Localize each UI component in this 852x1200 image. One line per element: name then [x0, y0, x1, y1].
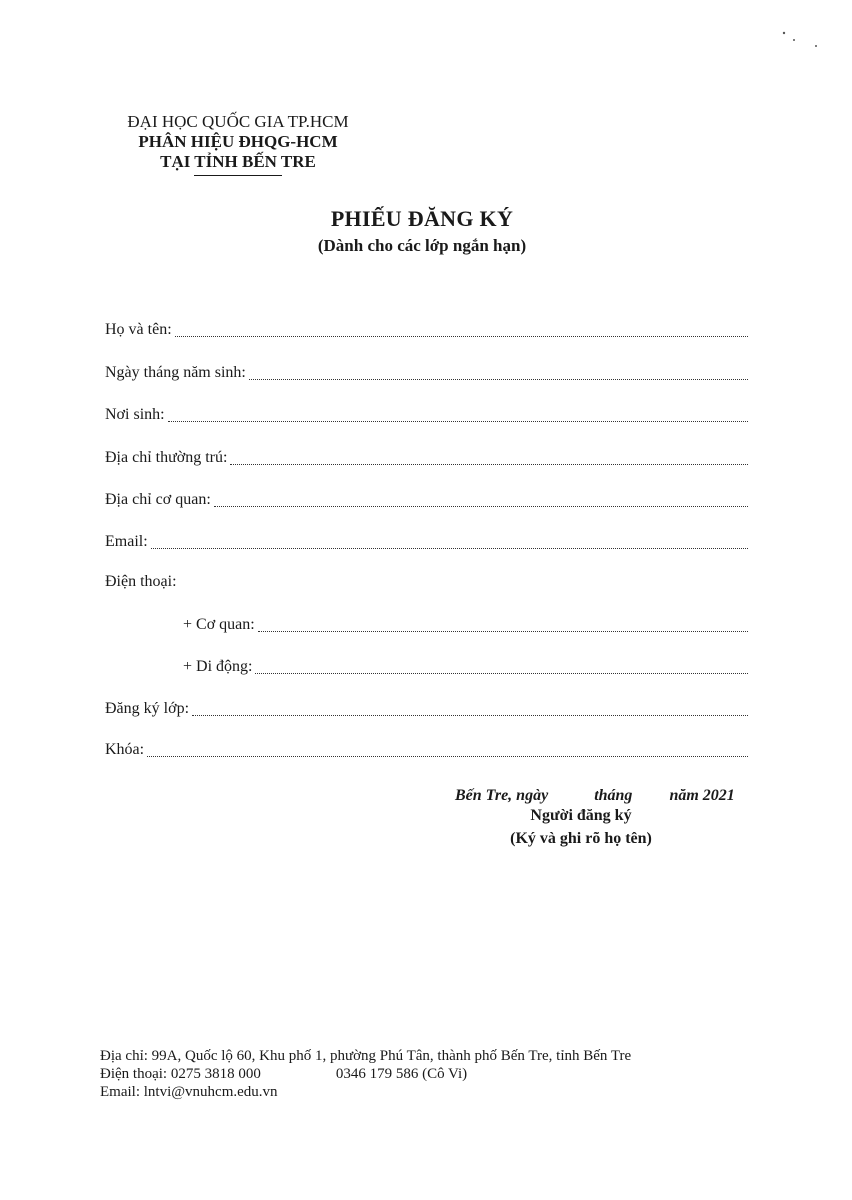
- form-subtitle: (Dành cho các lớp ngắn hạn): [317, 236, 527, 255]
- signature-person: Người đăng ký: [530, 807, 632, 824]
- birthplace-dotted-line[interactable]: [168, 420, 748, 422]
- dob-label: Ngày tháng năm sinh:: [105, 364, 246, 381]
- class-register-field[interactable]: [105, 697, 748, 719]
- birthplace-field[interactable]: [105, 403, 748, 425]
- office-address-field[interactable]: [105, 488, 748, 510]
- email-dotted-line[interactable]: [151, 547, 748, 549]
- birthplace-label: Nơi sinh:: [105, 406, 165, 423]
- course-field[interactable]: [105, 738, 748, 760]
- phone-heading: [105, 570, 748, 592]
- branch-location: TẠI TỈNH BẾN TRE: [160, 152, 316, 171]
- course-dotted-line[interactable]: [147, 755, 748, 757]
- email-label: Email:: [105, 533, 148, 550]
- phone-office-label: + Cơ quan:: [183, 616, 255, 633]
- signature-date: [455, 786, 765, 806]
- permanent-address-dotted-line[interactable]: [230, 463, 748, 465]
- class-register-dotted-line[interactable]: [192, 714, 748, 716]
- form-title-block: [0, 205, 852, 259]
- full-name-dotted-line[interactable]: [175, 335, 748, 337]
- dob-dotted-line[interactable]: [249, 378, 748, 380]
- header-underline: [194, 175, 282, 176]
- phone-mobile-dotted-line[interactable]: [255, 672, 748, 674]
- full-name-field[interactable]: [105, 318, 748, 340]
- phone-mobile-label: + Di động:: [183, 658, 253, 675]
- course-label: Khóa:: [105, 741, 145, 758]
- dob-field[interactable]: [105, 361, 748, 383]
- contact-footer: [100, 1047, 800, 1101]
- full-name-label: Họ và tên:: [105, 321, 172, 338]
- phone-office-dotted-line[interactable]: [258, 630, 748, 632]
- phone-office-field[interactable]: [183, 613, 748, 635]
- signature-block: [455, 786, 765, 850]
- office-address-dotted-line[interactable]: [214, 505, 748, 507]
- office-address-label: Địa chỉ cơ quan:: [105, 491, 211, 508]
- permanent-address-field[interactable]: [105, 446, 748, 468]
- phone-mobile-field[interactable]: [183, 655, 748, 677]
- footer-address: Địa chỉ: 99A, Quốc lộ 60, Khu phố 1, phường Phú Tân, thành phố Bến Tre, tỉnh Bến Tre: [100, 1048, 632, 1064]
- permanent-address-label: Địa chỉ thường trú:: [105, 449, 228, 466]
- phone-label: Điện thoại:: [105, 573, 177, 590]
- signature-month: tháng: [594, 787, 633, 804]
- class-register-label: Đăng ký lớp:: [105, 700, 190, 717]
- university-name: ĐẠI HỌC QUỐC GIA TP.HCM: [127, 112, 349, 131]
- form-title: PHIẾU ĐĂNG KÝ: [330, 206, 514, 231]
- footer-email: Email: lntvi@vnuhcm.edu.vn: [100, 1084, 278, 1100]
- signature-year: năm 2021: [669, 787, 735, 804]
- footer-phone-secondary: 0346 179 586 (Cô Vi): [335, 1066, 468, 1082]
- email-field[interactable]: [105, 530, 748, 552]
- footer-phone-row: [100, 1065, 800, 1083]
- branch-name: PHÂN HIỆU ĐHQG-HCM: [138, 132, 338, 151]
- institution-header: [108, 112, 368, 176]
- signature-note: (Ký và ghi rõ họ tên): [510, 830, 652, 847]
- scan-specks: [780, 28, 830, 68]
- footer-phone: Điện thoại: 0275 3818 000: [100, 1066, 261, 1082]
- signature-place-day: Bến Tre, ngày: [455, 787, 549, 804]
